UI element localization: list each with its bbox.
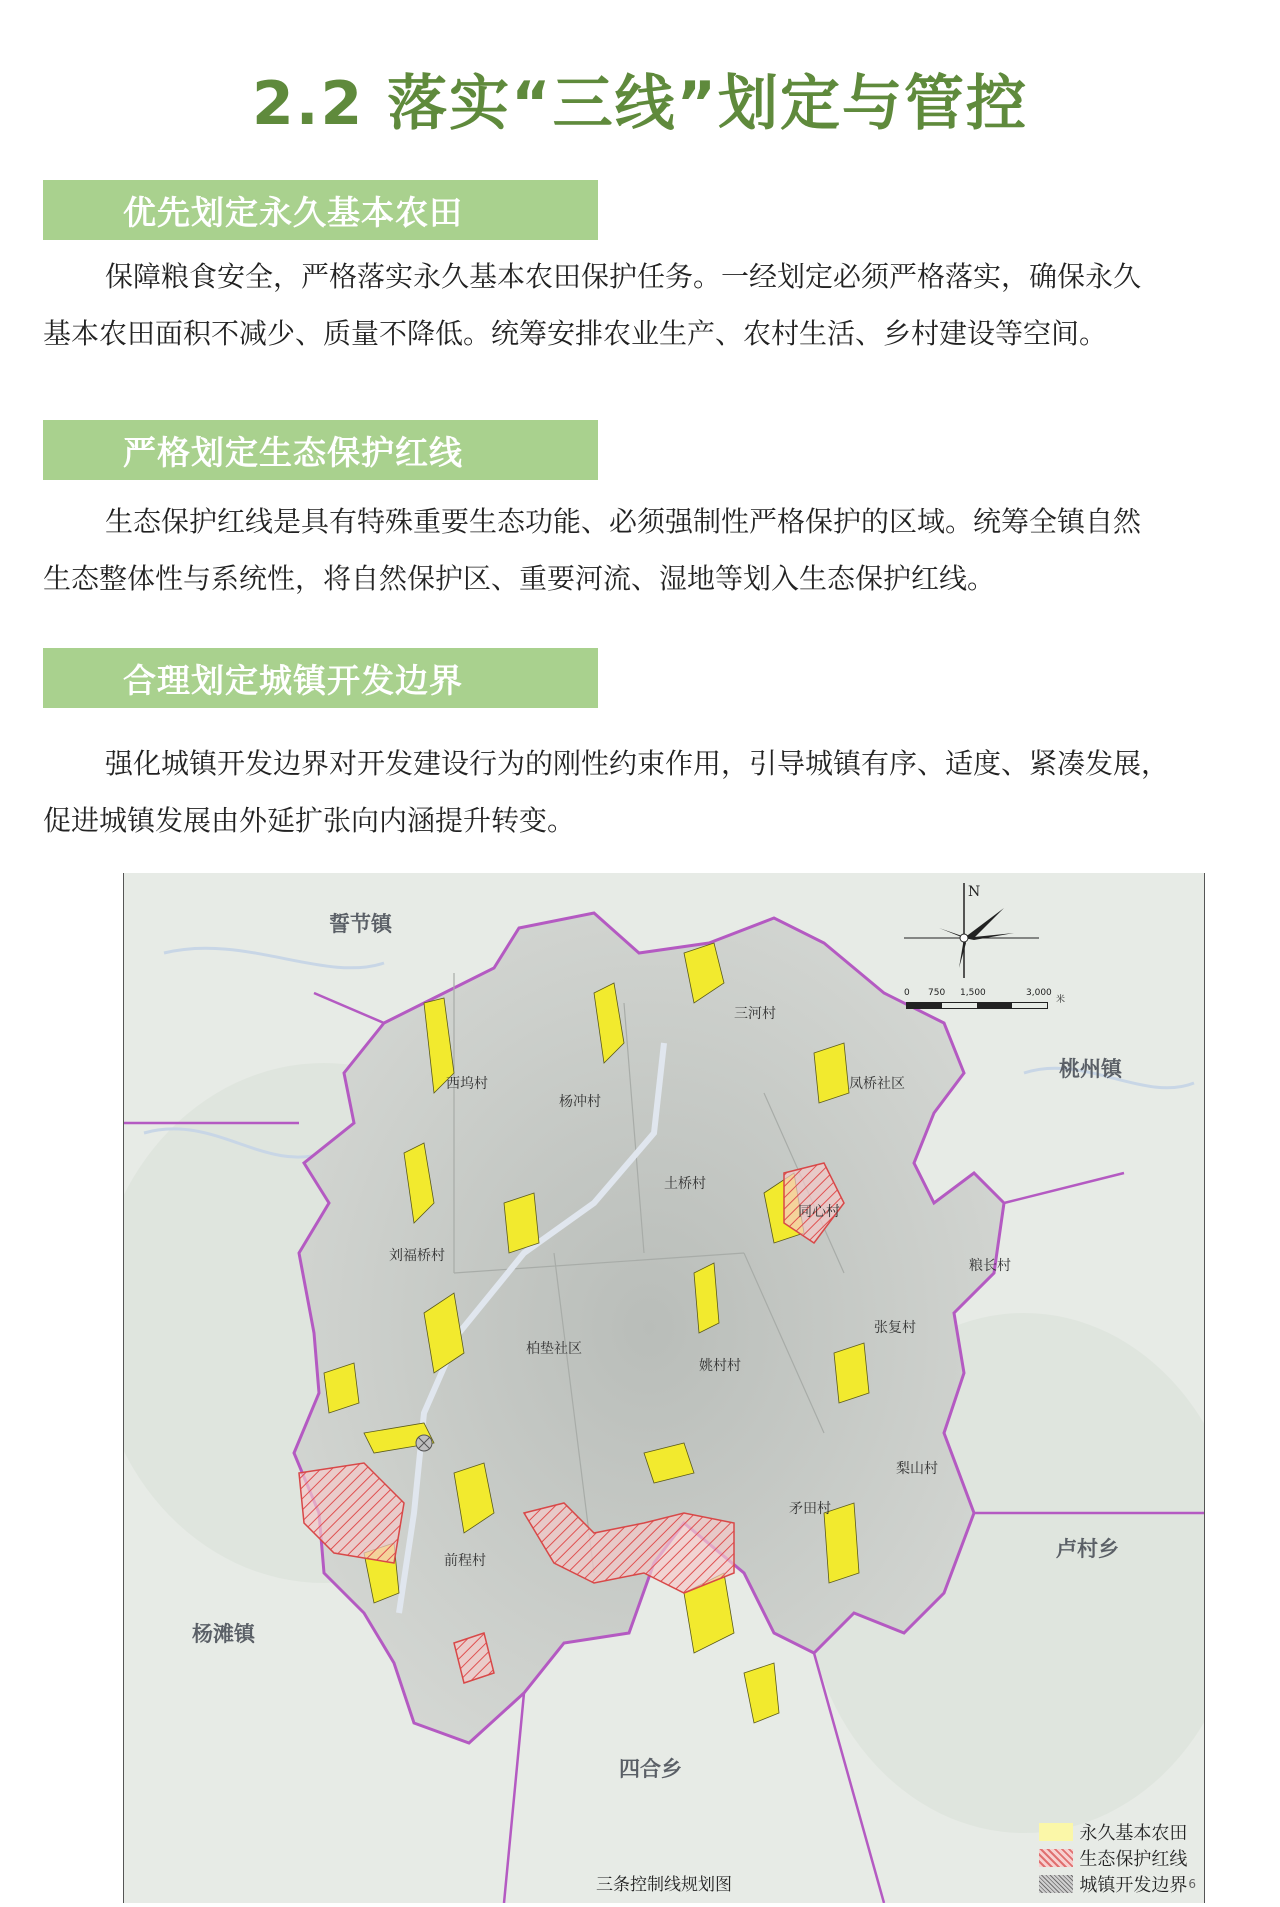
village-label: 前程村 bbox=[444, 1553, 486, 1569]
map-legend bbox=[1039, 1819, 1196, 1897]
north-label: N bbox=[968, 884, 981, 900]
urban-development-boundary bbox=[416, 1435, 432, 1451]
scale-bar bbox=[906, 988, 1066, 1009]
scale-tick-label: 3,000 bbox=[1026, 988, 1052, 998]
legend-item-farmland bbox=[1039, 1819, 1196, 1845]
legend-swatch bbox=[1039, 1849, 1073, 1867]
town-label: 桃州镇 bbox=[1059, 1057, 1122, 1081]
village-label: 姚村村 bbox=[699, 1358, 741, 1374]
paragraph-line: 促进城镇发展由外延扩张向内涵提升转变。 bbox=[43, 804, 576, 837]
village-label: 土桥村 bbox=[664, 1176, 706, 1192]
paragraph-line: 强化城镇开发边界对开发建设行为的刚性约束作用，引导城镇有序、适度、紧凑发展， bbox=[105, 747, 1170, 780]
section-heading-urban-boundary: 合理划定城镇开发边界 bbox=[43, 648, 598, 708]
town-label: 杨滩镇 bbox=[192, 1622, 255, 1646]
village-label: 同心村 bbox=[798, 1204, 840, 1220]
paragraph-line: 生态保护红线是具有特殊重要生态功能、必须强制性严格保护的区域。统筹全镇自然 bbox=[105, 505, 1142, 538]
village-label: 粮长村 bbox=[969, 1258, 1011, 1274]
town-label: 卢村乡 bbox=[1056, 1537, 1119, 1561]
village-label: 矛田村 bbox=[789, 1501, 831, 1517]
legend-item-urban-boundary bbox=[1039, 1871, 1196, 1897]
paragraph-farmland bbox=[43, 248, 1238, 362]
map-graphic bbox=[124, 873, 1204, 1903]
village-label: 三河村 bbox=[734, 1006, 776, 1022]
page-title: 2.2 落实“三线”划定与管控 bbox=[251, 69, 1029, 139]
scale-labels bbox=[904, 988, 1066, 1005]
paragraph-line: 保障粮食安全，严格落实永久基本农田保护任务。一经划定必须严格落实，确保永久 bbox=[105, 260, 1142, 293]
paragraph-line: 生态整体性与系统性，将自然保护区、重要河流、湿地等划入生态保护红线。 bbox=[43, 562, 996, 595]
town-label: 誓节镇 bbox=[329, 912, 392, 936]
village-label: 西坞村 bbox=[446, 1076, 488, 1092]
village-label: 刘福桥村 bbox=[389, 1248, 445, 1264]
legend-swatch bbox=[1039, 1823, 1073, 1841]
legend-label: 永久基本农田 bbox=[1079, 1823, 1188, 1844]
town-label: 四合乡 bbox=[619, 1757, 682, 1781]
map-caption: 三条控制线规划图 bbox=[596, 1875, 732, 1895]
section-heading-eco-redline: 严格划定生态保护红线 bbox=[43, 420, 598, 480]
scale-tick-label: 750 bbox=[928, 988, 946, 998]
village-label: 凤桥社区 bbox=[849, 1076, 905, 1092]
legend-label: 生态保护红线 bbox=[1079, 1849, 1188, 1870]
paragraph-eco-redline bbox=[43, 493, 1238, 607]
paragraph-line: 基本农田面积不减少、质量不降低。统筹安排农业生产、农村生活、乡村建设等空间。 bbox=[43, 317, 1108, 350]
village-label: 杨冲村 bbox=[559, 1094, 601, 1110]
scale-graphic bbox=[906, 1002, 1048, 1009]
village-label: 张复村 bbox=[874, 1320, 916, 1336]
legend-item-eco-redline bbox=[1039, 1845, 1196, 1871]
village-label: 柏垫社区 bbox=[526, 1341, 582, 1357]
village-label: 梨山村 bbox=[896, 1461, 938, 1477]
legend-swatch bbox=[1039, 1875, 1073, 1893]
section-heading-farmland: 优先划定永久基本农田 bbox=[43, 180, 598, 240]
scale-tick-label: 0 bbox=[904, 988, 910, 998]
scale-tick-label: 1,500 bbox=[960, 988, 986, 998]
three-lines-map bbox=[123, 873, 1205, 1903]
scale-unit-label: 米 bbox=[1056, 995, 1066, 1005]
paragraph-urban-boundary bbox=[43, 735, 1238, 849]
legend-label: 城镇开发边界 bbox=[1079, 1875, 1188, 1896]
page-number: 6 bbox=[1188, 1877, 1196, 1891]
